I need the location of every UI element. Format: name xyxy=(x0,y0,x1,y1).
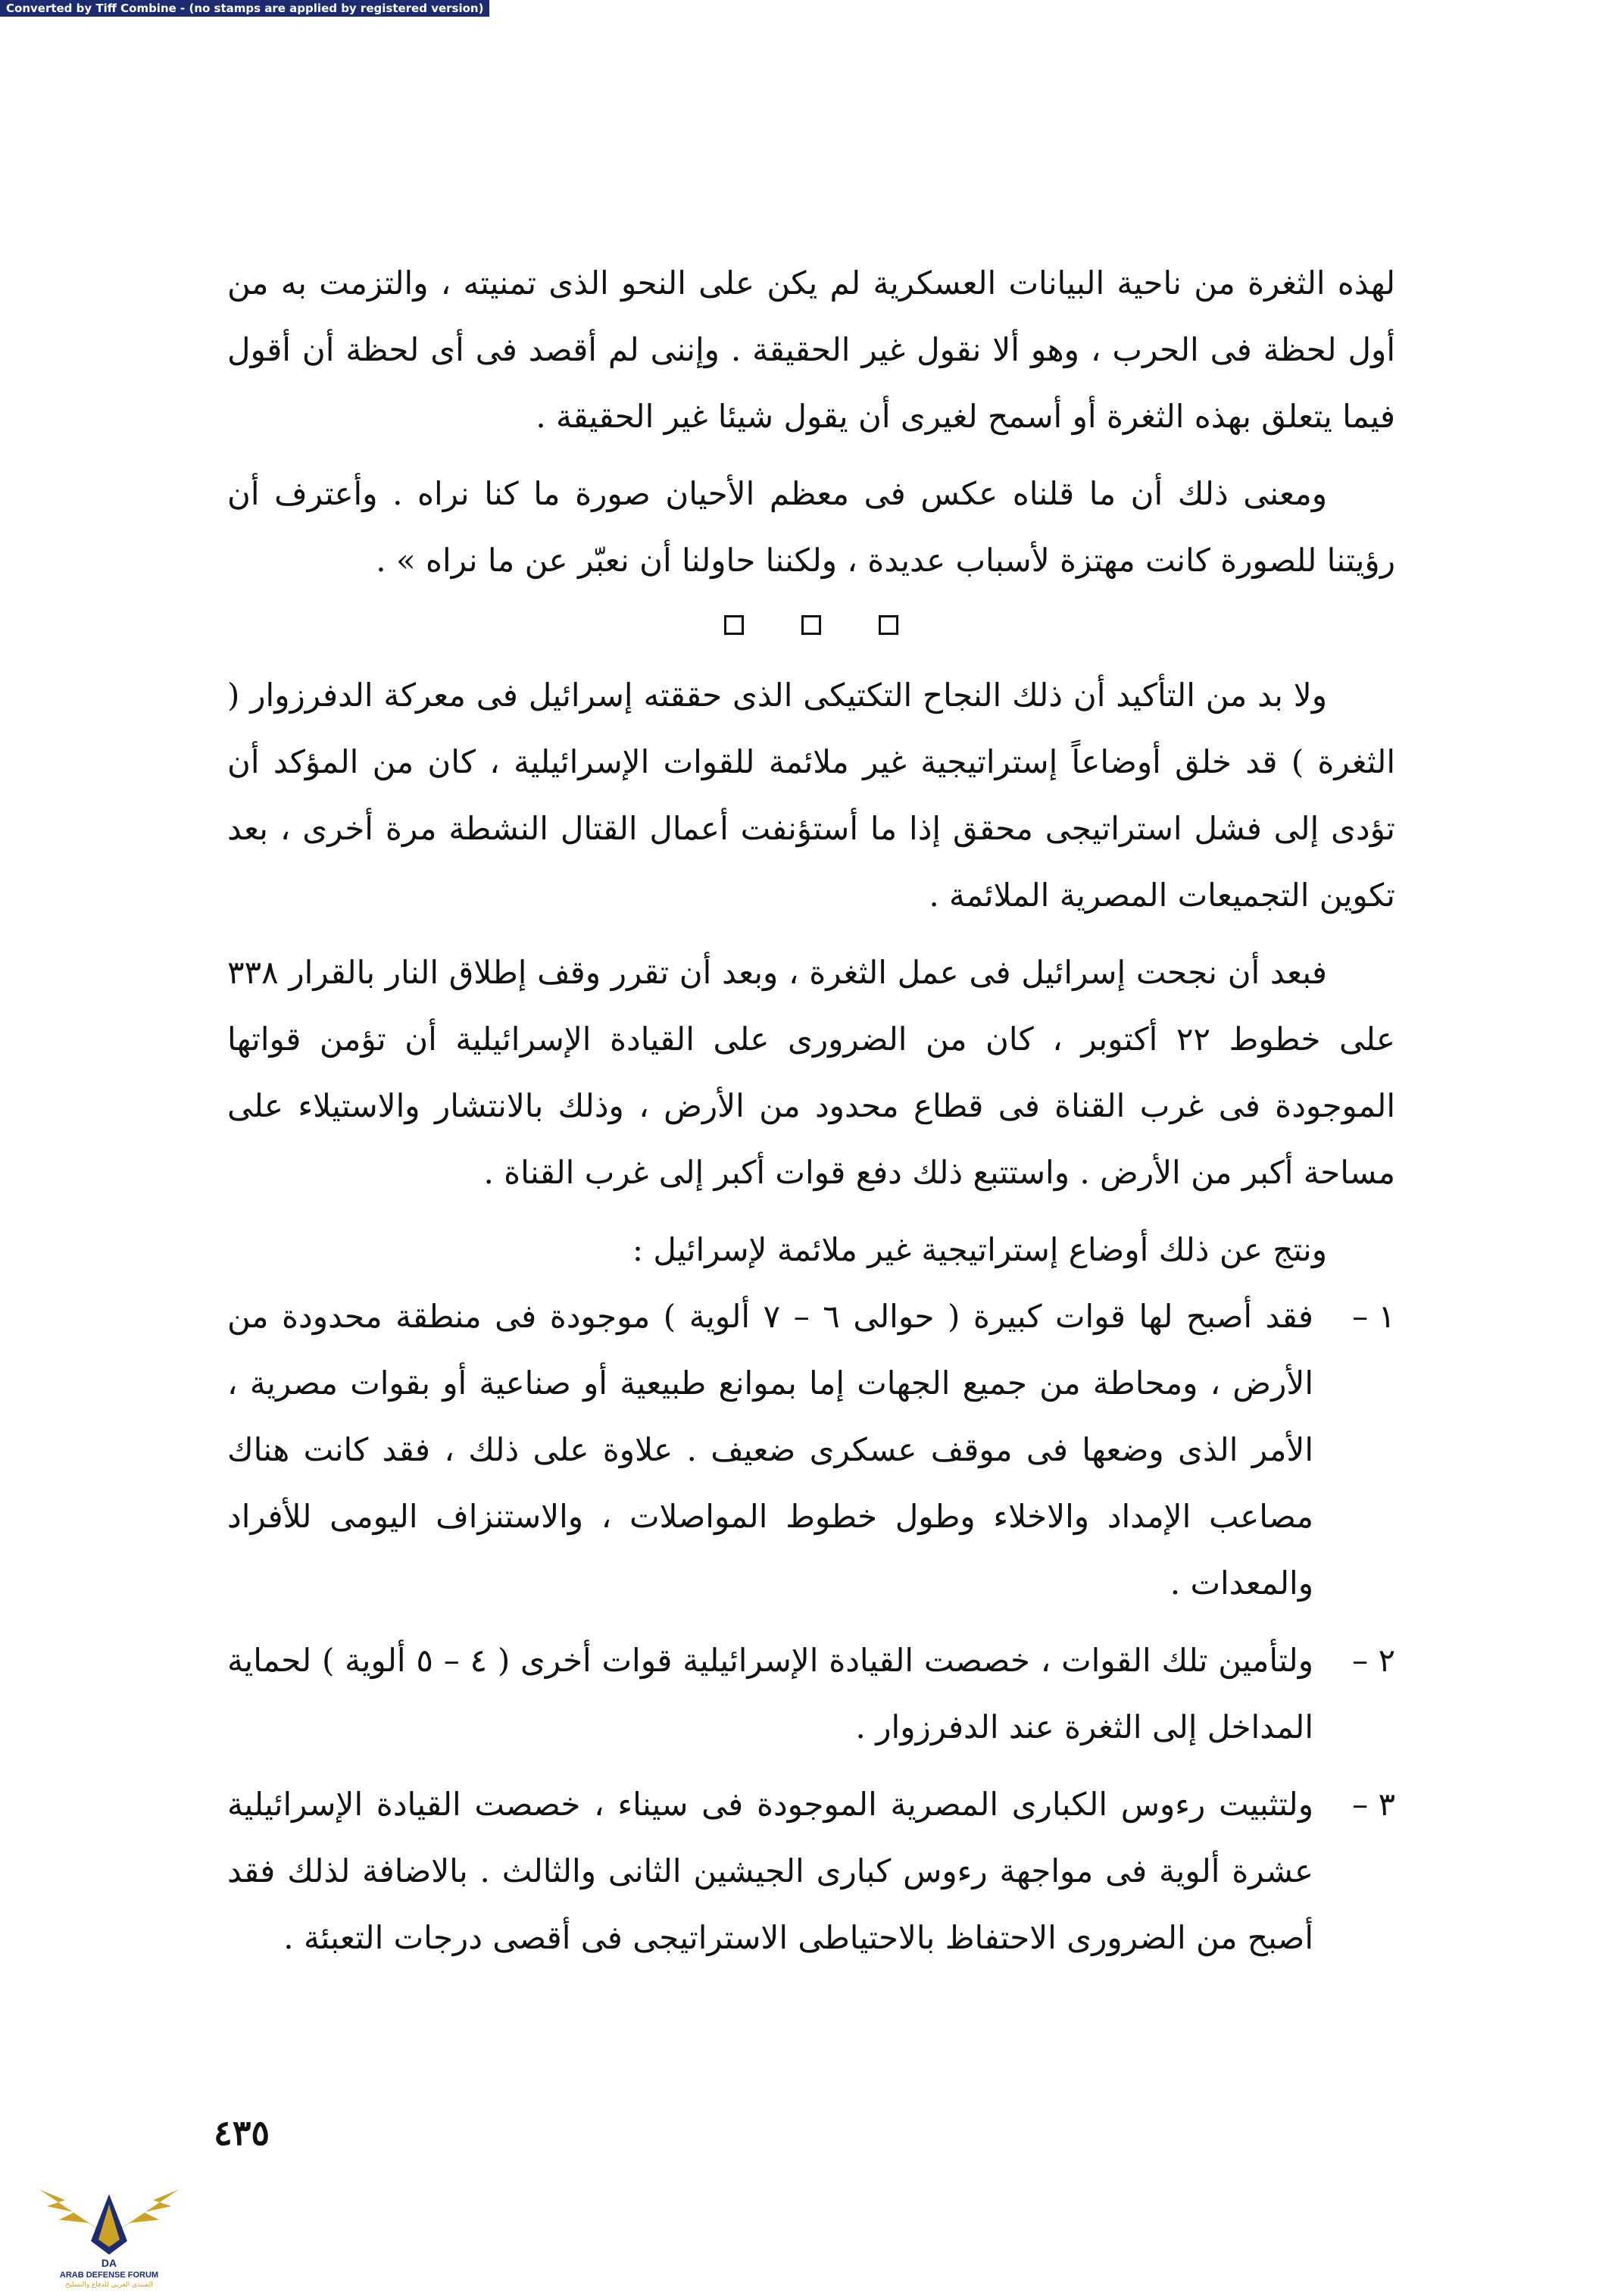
separator-square-icon xyxy=(879,615,898,635)
paragraph-1: لهذه الثغرة من ناحية البيانات العسكرية لم يكن على النحو الذى تمنيته ، والتزمت به من أول لحظة فى الحرب ، وهو ألا نقول غير الحقيقة . وإننى لم أقصد فى أى لحظة أن أقول فيما يتعلق بهذه الثغرة أو أسمح لغيرى أن يقول شيئا غير الحقيقة . xyxy=(227,264,1395,435)
section-separator xyxy=(227,605,1395,645)
list-item-1 xyxy=(227,1283,1395,1617)
converter-banner: Converted by Tiff Combine - (no stamps are applied by registered version) xyxy=(0,0,489,17)
list-item-2 xyxy=(227,1627,1395,1761)
list-number: ٣ – xyxy=(1352,1786,1395,1823)
eagle-wings-logo xyxy=(33,2167,185,2288)
page-number: ٤٣٥ xyxy=(214,2112,270,2153)
paragraph-4: فبعد أن نجحت إسرائيل فى عمل الثغرة ، وبعد أن تقرر وقف إطلاق النار بالقرار ٣٣٨ على خطوط ٢٢ أكتوبر ، كان من الضرورى على القيادة الإسرائيلية أن تؤمن قواتها الموجودة فى غرب القناة فى قطاع محدود من الأرض ، وذلك بالانتشار والاستيلاء على مساحة أكبر من الأرض . واستتبع ذلك دفع قوات أكبر إلى غرب القناة . xyxy=(227,954,1395,1191)
paragraph-3: ولا بد من التأكيد أن ذلك النجاح التكتيكى الذى حققته إسرائيل فى معركة الدفرزوار ( الثغرة ) قد خلق أوضاعاً إستراتيجية غير ملائمة للقوات الإسرائيلية ، كان من المؤكد أن تؤدى إلى فشل استراتيجى محقق إذا ما أستؤنفت أعمال القتال النشطة مرة أخرى ، بعد تكوين التجميعات المصرية الملائمة . xyxy=(227,677,1395,914)
separator-square-icon xyxy=(724,615,744,635)
list-text: ولتأمين تلك القوات ، خصصت القيادة الإسرائيلية قوات أخرى ( ٤ – ٥ ألوية ) لحماية المداخل إلى الثغرة عند الدفرزوار . xyxy=(227,1642,1313,1746)
logo-graphic xyxy=(33,2167,185,2288)
list-text: ولتثبيت رءوس الكبارى المصرية الموجودة فى سيناء ، خصصت القيادة الإسرائيلية عشرة ألوية فى مواجهة رءوس كبارى الجيشين الثانى والثالث . بالاضافة لذلك فقد أصبح من الضرورى الاحتفاظ بالاحتياطى الاستراتيجى فى أقصى درجات التعبئة . xyxy=(227,1786,1313,1956)
logo-abbr: DA xyxy=(101,2257,117,2269)
list-number: ٢ – xyxy=(1352,1642,1395,1679)
list-text: فقد أصبح لها قوات كبيرة ( حوالى ٦ – ٧ ألوية ) موجودة فى منطقة محدودة من الأرض ، ومحاطة من جميع الجهات إما بموانع طبيعية أو صناعية أو بقوات مصرية ، الأمر الذى وضعها فى موقف عسكرى ضعيف . علاوة على ذلك ، فقد كانت هناك مصاعب الإمداد والاخلاء وطول خطوط المواصلات ، والاستنزاف اليومى للأفراد والمعدات . xyxy=(227,1298,1313,1602)
paragraph-2: ومعنى ذلك أن ما قلناه عكس فى معظم الأحيان صورة ما كنا نراه . وأعترف أن رؤيتنا للصورة كانت مهتزة لأسباب عديدة ، ولكننا حاولنا أن نعبّر عن ما نراه » . xyxy=(227,475,1395,579)
logo-text-ar: المنتدى العربي للدفاع والتسليح xyxy=(65,2281,153,2288)
separator-square-icon xyxy=(801,615,821,635)
page-body xyxy=(227,250,1395,1982)
list-number: ١ – xyxy=(1352,1298,1395,1335)
logo-text-en: ARAB DEFENSE FORUM xyxy=(59,2271,159,2280)
list-item-3 xyxy=(227,1771,1395,1971)
paragraph-5: ونتج عن ذلك أوضاع إستراتيجية غير ملائمة لإسرائيل : xyxy=(632,1231,1327,1268)
